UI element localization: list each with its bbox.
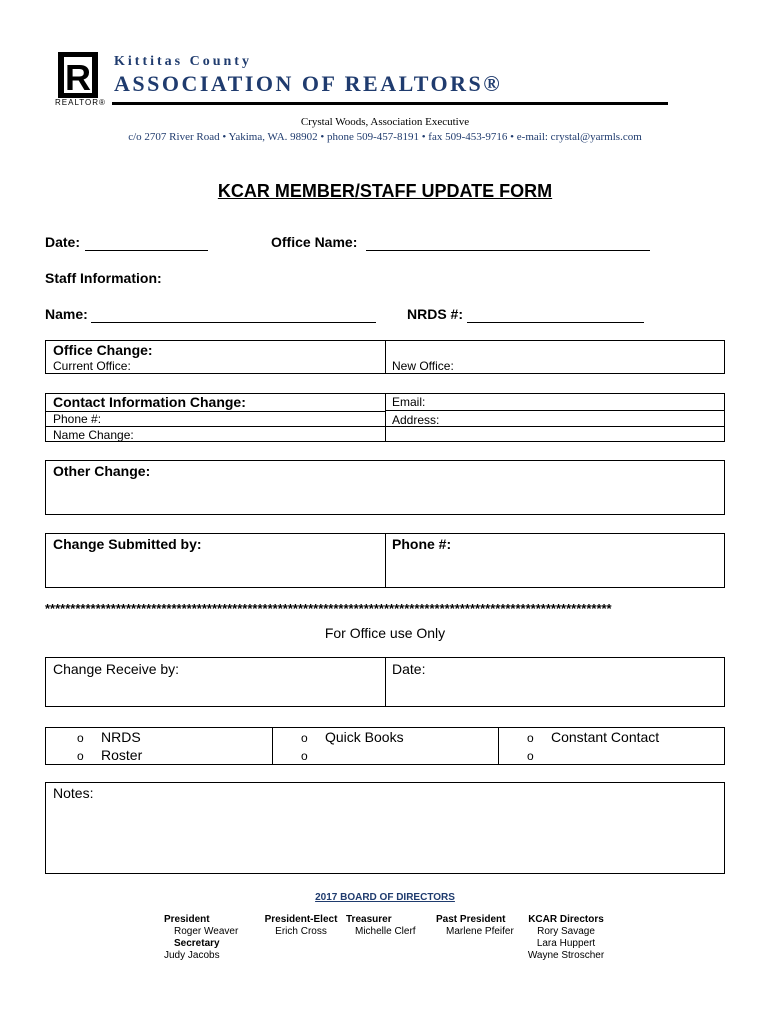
date-field[interactable] <box>85 234 208 251</box>
nrds-field[interactable] <box>467 306 644 323</box>
board-directors: KCAR Directors Rory Savage Lara Huppert Wayne Stroscher <box>527 914 605 961</box>
change-received-label[interactable]: Change Receive by: <box>53 661 180 677</box>
date-label: Date: <box>45 234 81 250</box>
contact-change-heading: Contact Information Change: <box>53 394 246 410</box>
phone-field[interactable]: Phone #: <box>53 412 102 426</box>
contact-row-line-right <box>385 410 725 411</box>
board-president-elect: President-Elect Erich Cross <box>264 914 338 937</box>
checkbox-icon: o <box>301 731 308 745</box>
checkbox-icon: o <box>77 749 84 763</box>
realtor-r-icon <box>58 52 98 98</box>
contact-row-line <box>45 426 725 427</box>
notes-box[interactable] <box>45 782 725 874</box>
svg-text:R: R <box>65 57 91 98</box>
checkbox-icon: o <box>301 749 308 763</box>
executive-line: Crystal Woods, Association Executive <box>300 116 470 128</box>
logo-caption: REALTOR® <box>55 98 106 107</box>
office-change-heading: Office Change: <box>53 342 153 358</box>
checkbox-icon: o <box>527 731 534 745</box>
office-use-title: For Office use Only <box>324 625 446 641</box>
office-change-divider <box>385 340 386 374</box>
nrds-label: NRDS #: <box>407 306 464 322</box>
submitted-by-label[interactable]: Change Submitted by: <box>53 536 202 552</box>
staff-info-label: Staff Information: <box>45 270 162 286</box>
office-name-field[interactable] <box>366 234 650 251</box>
county-name: Kittitas County <box>114 54 252 69</box>
submitted-phone-label[interactable]: Phone #: <box>392 536 452 552</box>
name-field[interactable] <box>91 306 376 323</box>
received-date-label[interactable]: Date: <box>392 661 426 677</box>
checklist-quickbooks[interactable]: o Quick Books <box>301 729 404 745</box>
checkbox-icon: o <box>77 731 84 745</box>
office-name-label: Office Name: <box>271 234 358 250</box>
header-divider <box>112 102 668 105</box>
realtor-logo <box>58 52 98 98</box>
submitted-by-divider <box>385 533 386 588</box>
board-treasurer: Treasurer Michelle Clerf <box>346 914 416 937</box>
checklist-roster[interactable]: o Roster <box>77 747 143 763</box>
contact-line: c/o 2707 River Road • Yakima, WA. 98902 • phone 509-457-8191 • fax 509-453-9716 • e-mail: crystal@yarmls.com <box>128 131 642 143</box>
checklist-blank-2[interactable] <box>301 747 325 763</box>
name-label: Name: <box>45 306 88 322</box>
checklist-nrds[interactable]: o NRDS <box>77 729 141 745</box>
board-president: President Roger Weaver Secretary Judy Jacobs <box>164 914 239 961</box>
name-change-field[interactable]: Name Change: <box>53 428 134 442</box>
checklist-divider-2 <box>498 727 499 765</box>
change-received-divider <box>385 657 386 707</box>
current-office-field[interactable]: Current Office: <box>53 359 131 373</box>
new-office-field[interactable]: New Office: <box>392 359 454 373</box>
association-name: ASSOCIATION OF REALTORS® <box>114 71 503 96</box>
address-field[interactable]: Address: <box>392 413 440 427</box>
form-title: KCAR MEMBER/STAFF UPDATE FORM <box>217 181 553 201</box>
checklist-constant-contact[interactable]: o Constant Contact <box>527 729 660 745</box>
checklist-divider-1 <box>272 727 273 765</box>
other-change-label: Other Change: <box>53 463 151 479</box>
board-past-president: Past President Marlene Pfeifer <box>436 914 514 937</box>
contact-change-divider <box>385 393 386 442</box>
checkbox-icon: o <box>527 749 534 763</box>
separator-stars: **************************************************************************************************************** <box>45 601 612 616</box>
board-title: 2017 BOARD OF DIRECTORS <box>315 892 455 903</box>
checklist-blank-3[interactable] <box>527 747 551 763</box>
email-field[interactable]: Email: <box>392 395 426 409</box>
notes-label: Notes: <box>53 785 94 801</box>
